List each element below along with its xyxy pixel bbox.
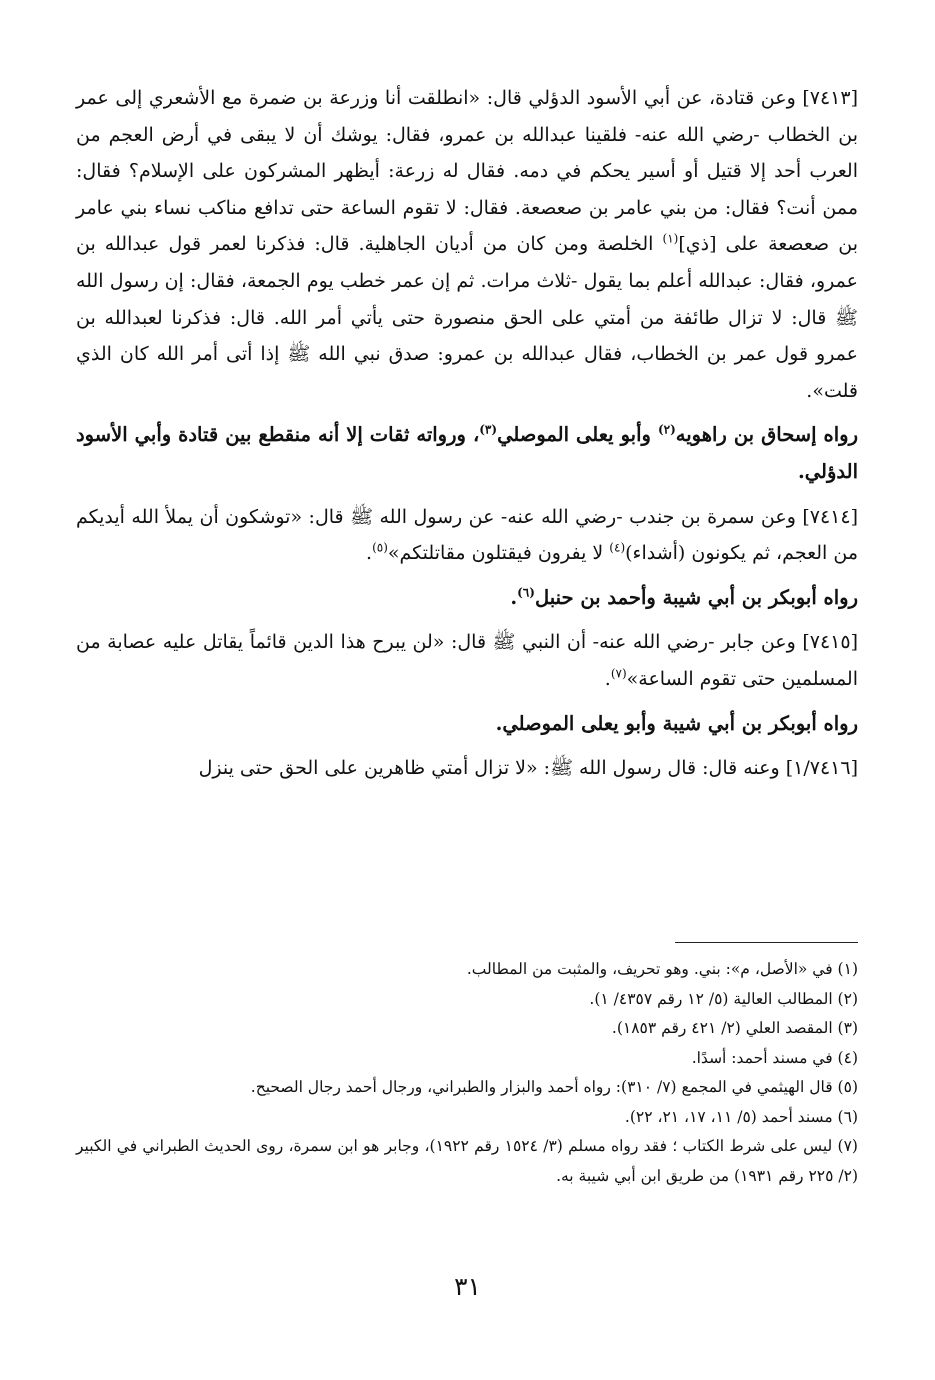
hadith-7414 — [76, 499, 858, 572]
hadith-text-end: . — [366, 542, 373, 565]
hadith-text: وعن سمرة بن جندب -رضي الله عنه- عن رسول الله ﷺ قال: «توشكون أن يملأ الله أيديكم من العجم، ثم يكونون (أشداء) — [76, 505, 858, 565]
hadith-text-cont: لا يفرون فيقتلون مقاتلتكم» — [387, 542, 610, 565]
footnote-1: (١) في «الأصل، م»: بني. وهو تحريف، والمثبت من المطالب. — [466, 960, 858, 978]
footnote-5: (٥) قال الهيثمي في المجمع (٧/ ٣١٠): رواه أحمد والبزار والطبراني، ورجال أحمد رجال الصحيح. — [250, 1078, 858, 1096]
hadith-text: وعن جابر -رضي الله عنه- أن النبي ﷺ قال: «لن يبرح هذا الدين قائماً يقاتل عليه عصابة من المسلمين حتى تقوم الساعة» — [76, 631, 858, 690]
hadith-text-cont: الخلصة ومن كان من أديان الجاهلية. قال: فذكرنا لعمر قول عبدالله بن عمرو، فقال: عبدالله أعلم بما يقول -ثلاث مرات. ثم إن عمر خطب يوم الجمعة، فقال: إن رسول الله ﷺ قال: لا تزال طائفة من أمتي على الحق منصورة حتى يأتي أمر الله. قال: فذكرنا لعبدالله بن عمرو قول عمر بن الخطاب، فقال عبدالله بن عمرو: صدق نبي الله ﷺ إذا أتى أمر الله كان الذي قلت». — [76, 233, 858, 402]
hadith-number: [٧٤١٣] — [802, 87, 858, 109]
source-text: رواه إسحاق بن راهويه — [675, 423, 859, 447]
hadith-7415 — [76, 624, 858, 697]
main-text — [76, 80, 858, 795]
source-text: وأبو يعلى الموصلي — [497, 423, 658, 447]
hadith-number: [٧٤١٤] — [802, 505, 858, 528]
hadith-text: وعنه قال: قال رسول الله ﷺ: «لا تزال أمتي ظاهرين على الحق حتى ينزل — [198, 757, 786, 780]
footnote-ref: (٥) — [372, 540, 388, 555]
hadith-text-end: . — [604, 667, 611, 690]
source-text: رواه أبوبكر بن أبي شيبة وأحمد بن حنبل — [534, 585, 858, 609]
footnote-ref: (٧) — [610, 666, 627, 681]
footnote-ref: (٦) — [517, 585, 535, 600]
footnote-ref: (٢) — [657, 422, 676, 437]
hadith-7416 — [76, 750, 858, 787]
source-text: رواه أبوبكر بن أبي شيبة وأبو يعلى الموصلي. — [495, 711, 858, 735]
footnote-3: (٣) المقصد العلي (٢/ ٤٢١ رقم ١٨٥٣). — [611, 1019, 858, 1037]
footnote-ref: (١) — [662, 232, 679, 247]
hadith-7413 — [76, 80, 858, 409]
footnote-4: (٤) في مسند أحمد: أسدًا. — [691, 1048, 858, 1067]
page-number: ٣١ — [454, 1272, 481, 1301]
source-note — [76, 417, 858, 490]
hadith-text: وعن قتادة، عن أبي الأسود الدؤلي قال: «انطلقت أنا وزرعة بن ضمرة مع الأشعري إلى عمر بن الخطاب -رضي الله عنه- فلقينا عبدالله بن عمرو، فقال: يوشك أن لا يبقى في أرض العجم من العرب أحد إلا قتيل أو أسير يحكم في دمه. فقال له زرعة: أيظهر المشركون على الإسلام؟ فقال: ممن أنت؟ فقال: من بني عامر بن صعصعة. فقال: لا تقوم الساعة حتى تدافع مناكب نساء بني عامر بن صعصعة على [ذي] — [76, 87, 858, 256]
footnote-6: (٦) مسند أحمد (٥/ ١١، ١٧، ٢١، ٢٢). — [624, 1107, 858, 1126]
footnote-ref: (٤) — [609, 540, 626, 555]
footnote-7: (٧) ليس على شرط الكتاب ؛ فقد رواه مسلم (٣/ ١٥٢٤ رقم ١٩٢٢)، وجابر هو ابن سمرة، روى الحديث الطبراني في الكبير (٢/ ٢٢٥ رقم ١٩٣١) من طريق ابن أبي شيبة به. — [76, 1137, 858, 1185]
footnote-divider — [675, 942, 858, 943]
hadith-number: [٧٤١٥] — [802, 631, 858, 654]
footnotes — [76, 955, 858, 1191]
hadith-number: [١/٧٤١٦] — [785, 757, 858, 780]
footnote-ref: (٣) — [479, 422, 498, 437]
source-note — [76, 580, 858, 617]
source-text-end: . — [510, 585, 518, 609]
source-text: ، ورواته ثقات إلا أنه منقطع بين قتادة وأبي الأسود الدؤلي. — [76, 423, 858, 483]
footnote-2: (٢) المطالب العالية (٥/ ١٢ رقم ٤٣٥٧/ ١). — [589, 989, 858, 1008]
source-note — [76, 706, 858, 743]
